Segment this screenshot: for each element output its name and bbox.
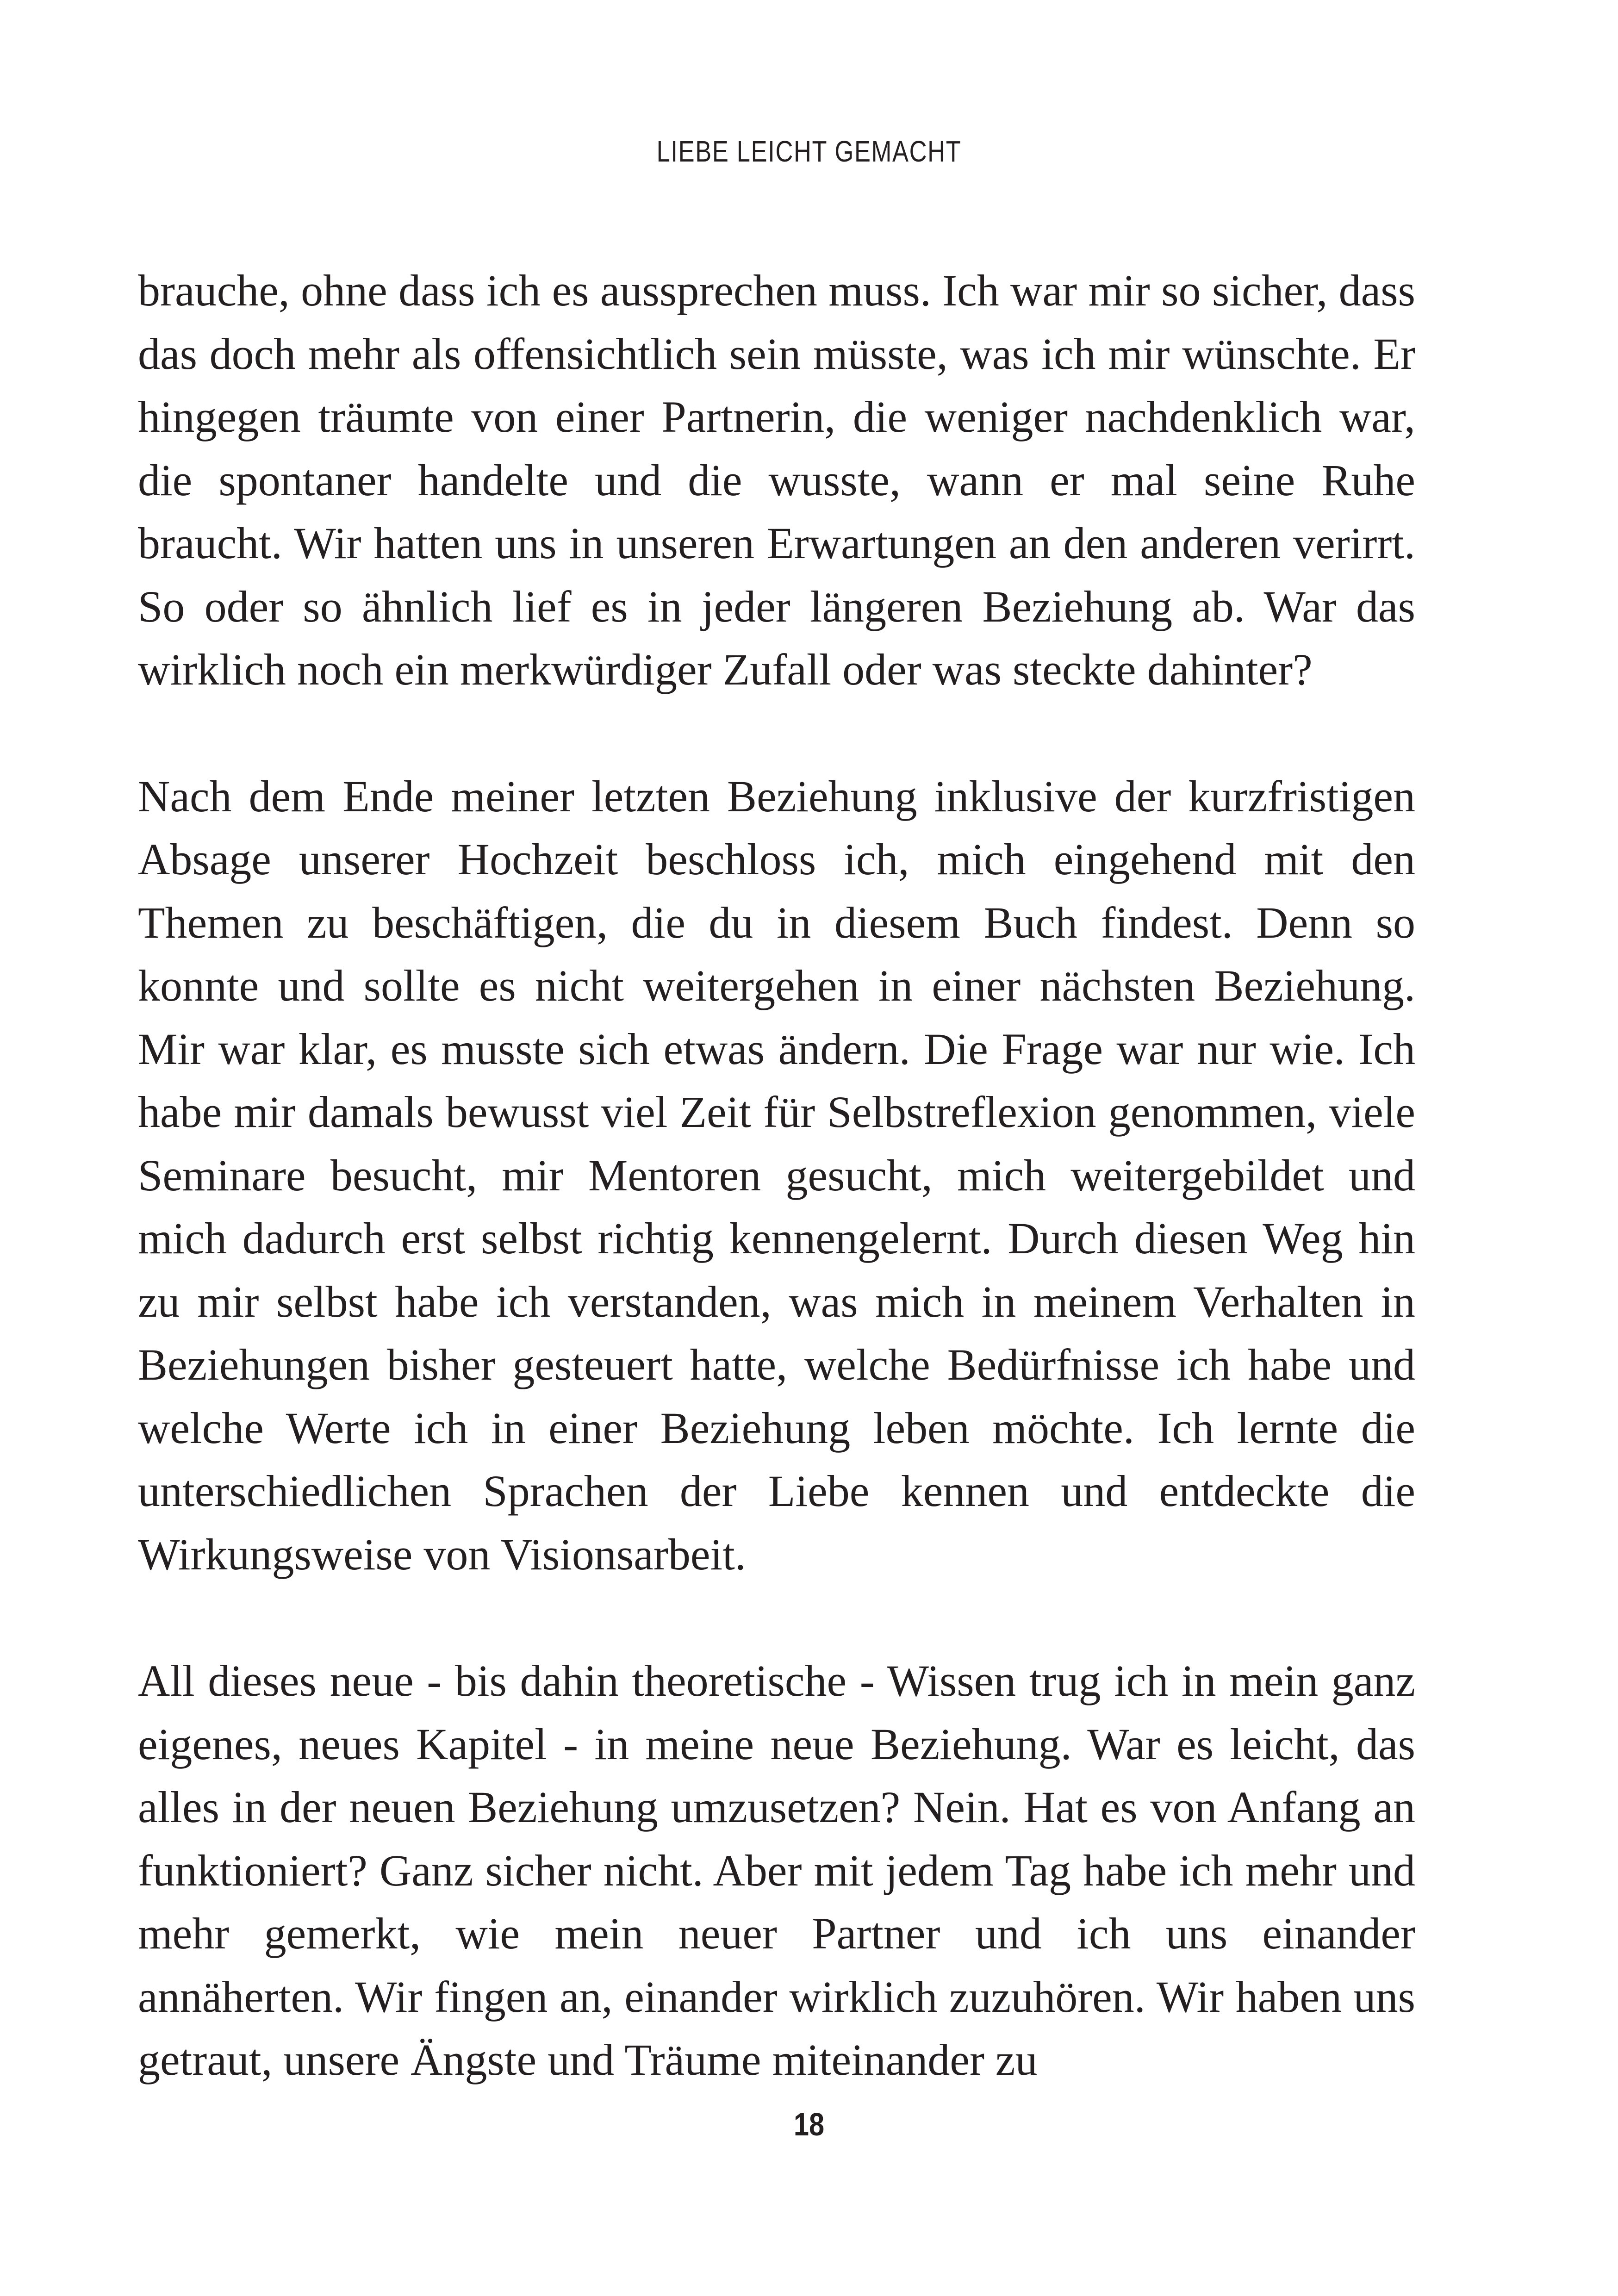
paragraph-3: All dieses neue - bis dahin theoretische - Wissen trug ich in mein ganz eigenes, neues Kapitel - in meine neue Beziehung. War es leicht, das alles in der neuen Beziehung umzusetzen? Nein. Hat es von Anfang an funktioniert? Ganz sicher nicht. Aber mit jedem Tag habe ich mehr und mehr gemerkt, wie mein neuer Partner und ich uns einander annäherten. Wir fingen an, einander wirklich zuzuhören. Wir haben uns getraut, unsere Ängste und Träume miteinander zu bbox=[138, 1656, 1415, 2084]
running-header: LIEBE LEICHT GEMACHT bbox=[656, 135, 962, 168]
paragraph-2: Nach dem Ende meiner letzten Beziehung inklusive der kurzfristigen Absage unserer Hochzeit beschloss ich, mich eingehend mit den Themen zu beschäftigen, die du in diesem Buch findest. Denn so konnte und sollte es nicht weitergehen in einer nächsten Beziehung. Mir war klar, es musste sich etwas ändern. Die Frage war nur wie. Ich habe mir damals bewusst viel Zeit für Selbstreflexion genommen, viele Seminare besucht, mir Mentoren gesucht, mich weitergebildet und mich dadurch erst selbst richtig kennengelernt. Durch diesen Weg hin zu mir selbst habe ich verstanden, was mich in meinem Verhalten in Beziehungen bisher gesteuert hatte, welche Bedürfnisse ich habe und welche Werte ich in einer Beziehung leben möchte. Ich lernte die unterschiedlichen Sprachen der Liebe kennen und entdeckte die Wirkungsweise von Visionsarbeit. bbox=[138, 771, 1415, 1579]
body-text bbox=[138, 259, 1415, 2092]
page-number: 18 bbox=[793, 2106, 825, 2142]
paragraph-1: brauche, ohne dass ich es aussprechen muss. Ich war mir so sicher, dass das doch mehr als offensichtlich sein müsste, was ich mir wünschte. Er hingegen träumte von einer Partnerin, die weniger nachdenklich war, die spontaner handelte und die wusste, wann er mal seine Ruhe braucht. Wir hatten uns in unseren Erwartungen an den anderen verirrt. So oder so ähnlich lief es in jeder längeren Beziehung ab. War das wirklich noch ein merkwürdiger Zufall oder was steckte dahinter? bbox=[138, 266, 1415, 694]
